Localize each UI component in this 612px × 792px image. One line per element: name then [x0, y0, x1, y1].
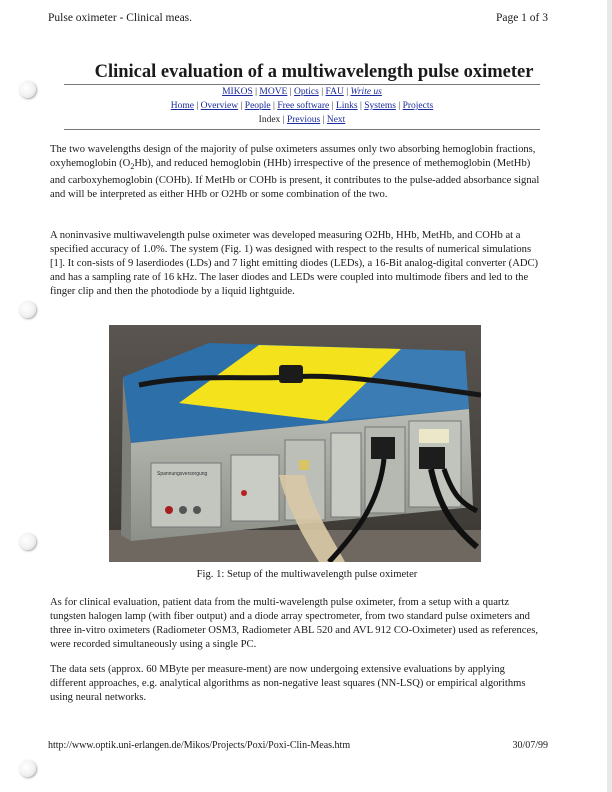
print-header-title: Pulse oximeter - Clinical meas. [48, 12, 193, 24]
figure-caption: Fig. 1: Setup of the multiwavelength pulse oximeter [196, 569, 418, 580]
nav-link-overview[interactable]: Overview [200, 101, 239, 111]
adc-connector [299, 460, 309, 470]
nav-link-links[interactable]: Links [335, 101, 358, 111]
warning-label [419, 429, 449, 443]
nav-link-optics[interactable]: Optics [294, 87, 319, 97]
indicator-led [241, 490, 247, 496]
nav-divider [64, 129, 540, 130]
subscript-2: 2 [130, 162, 135, 172]
module-label: Spannungsversorgung [157, 471, 208, 477]
nav-link-next[interactable]: Next [326, 115, 346, 125]
print-header-page: Page 1 of 3 [495, 12, 548, 24]
print-footer-url: http://www.optik.uni-erlangen.de/Mikos/Projects/Poxi/Poxi-Clin-Meas.htm [48, 740, 351, 751]
fiber-port-left [371, 437, 395, 459]
nav-link-fau[interactable]: FAU [325, 87, 344, 97]
paragraph-two-wavelength [50, 143, 542, 202]
nav-link-home[interactable]: Home [170, 101, 195, 111]
nav-index-label: Index [258, 115, 281, 125]
nav-link-previous[interactable]: Previous [286, 115, 321, 125]
power-knob [193, 506, 201, 514]
binder-hole [19, 760, 36, 777]
nav-row-top: MIKOS | MOVE | Optics | FAU | Write us [222, 87, 382, 97]
binder-hole [19, 533, 36, 550]
page-edge [607, 0, 612, 792]
nav-row-main: Home | Overview | People | Free software | Links | Systems | Projects [170, 101, 434, 111]
figure-photo [109, 325, 481, 562]
paragraph-system-description: A noninvasive multiwavelength pulse oximeter was developed measuring O2Hb, HHb, MetHb, and COHb at a specified accuracy of 1.0%. The system (Fig. 1) was designed with respect to the results of numerical simulations [1]. It con-sists of 9 laserdiodes (LDs) and 7 light emitting diodes (LEDs), a 16-Bit analog-digital converter (ADC) and has a sampling rate of 16 kHz. The laser diodes and LEDs were coupled into multimode fibers and led to the finger clip and then the photodiode by a liquid lightguide. [50, 230, 539, 297]
pulse-oximeter-photo [109, 325, 481, 562]
paragraph-text: The two wavelengths design of the majority of pulse oximeters assumes only two absorbing hemoglobin fractions, oxyhemoglobin (O [50, 144, 536, 169]
paragraph-clinical-evaluation: As for clinical evaluation, patient data from the multi-wavelength pulse oximeter, from a setup with a quartz tungsten halogen lamp (with fiber output) and a diode array spectrometer, from two standard pulse oximeters and three in-vitro oximeters (Radiometer OSM3, Radiometer ABL 520 and AVL 912 CO-Oximeter) used as references, were recorded simultaneously using a single PC. [50, 597, 538, 650]
paragraph-data-sets: The data sets (approx. 60 MByte per measure-ment) are now undergoing extensive evaluations by applying different approaches, e.g. analytical algorithms as non-negative least squares (NN-LSQ) or empirical algorithms using neural networks. [50, 664, 526, 703]
control-module [231, 455, 279, 521]
power-led [165, 506, 173, 514]
nav-row-index: Index | Previous | Next [258, 115, 346, 125]
page-title: Clinical evaluation of a multiwavelength pulse oximeter [94, 62, 534, 82]
binder-hole [19, 81, 36, 98]
led-module [331, 433, 361, 517]
nav-link-systems[interactable]: Systems [364, 101, 396, 111]
nav-link-free-software[interactable]: Free software [277, 101, 330, 111]
nav-link-people[interactable]: People [244, 101, 271, 111]
nav-link-write-us[interactable]: Write us [350, 87, 382, 97]
title-divider [64, 84, 540, 85]
nav-link-projects[interactable]: Projects [402, 101, 434, 111]
nav-link-move[interactable]: MOVE [259, 87, 288, 97]
print-footer-date: 30/07/99 [512, 740, 548, 751]
power-switch [179, 506, 187, 514]
binder-hole [19, 301, 36, 318]
paragraph-text: Hb), and reduced hemoglobin (HHb) irrespective of the presence of methemoglobin (MetHb) and carboxyhemoglobin (COHb). If MetHb or COHb is present, it contributes to the pulse-added absorbance signal and will be interpreted as either HHb or O2Hb or some combination of the two. [50, 158, 540, 201]
lid-connector [279, 365, 303, 383]
fiber-port-right [419, 447, 445, 469]
nav-link-mikos[interactable]: MIKOS [222, 87, 253, 97]
